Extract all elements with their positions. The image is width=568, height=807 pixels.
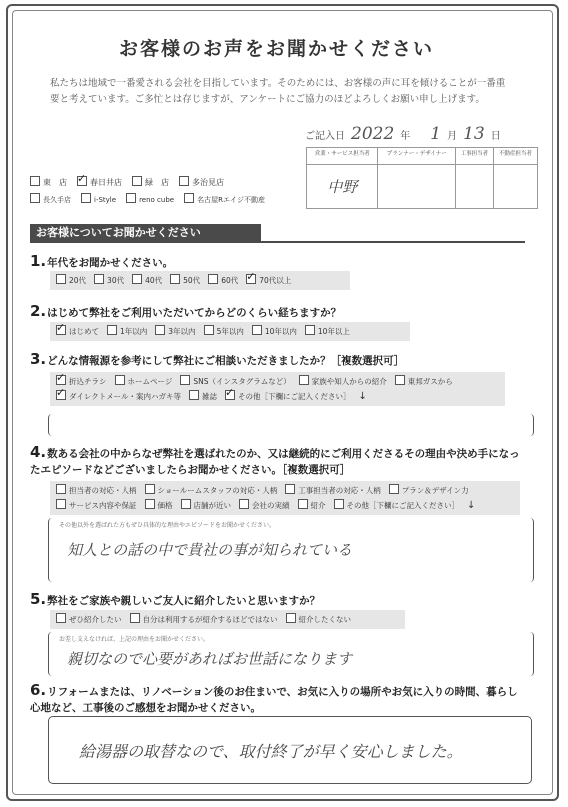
store-option[interactable] — [30, 176, 67, 188]
option-label: その他［下欄にご記入ください］ — [237, 392, 351, 401]
age-option[interactable] — [246, 274, 291, 287]
checkbox-icon[interactable] — [145, 484, 155, 494]
q1-options — [50, 271, 350, 290]
checkbox-icon[interactable] — [299, 375, 309, 385]
store-option[interactable] — [126, 193, 174, 205]
option-label: ホームページ — [127, 377, 173, 386]
checkbox-icon[interactable] — [285, 484, 295, 494]
staff-construction-cell[interactable] — [456, 165, 494, 209]
checkbox-icon[interactable] — [334, 499, 344, 509]
option-label: 店舗が近い — [193, 501, 231, 510]
date-field — [305, 124, 501, 144]
period-option[interactable] — [155, 325, 195, 338]
checkbox-icon[interactable] — [81, 193, 91, 203]
store-label: 緑 店 — [145, 178, 169, 187]
store-label: 東 店 — [43, 178, 67, 187]
question-4 — [30, 444, 530, 478]
checkbox-icon[interactable] — [30, 193, 40, 203]
q4-answer: 知人との話の中で貴社の事が知られている — [67, 541, 353, 559]
checkbox-icon[interactable] — [56, 613, 66, 623]
checkbox-icon[interactable] — [181, 499, 191, 509]
store-label: 春日井店 — [90, 178, 122, 187]
checkbox-icon[interactable] — [395, 375, 405, 385]
checkbox-icon[interactable] — [184, 193, 194, 203]
checkbox-icon[interactable] — [145, 499, 155, 509]
option-label: 60代 — [221, 276, 239, 285]
option-label: 30代 — [107, 276, 125, 285]
reason-option[interactable] — [181, 499, 232, 512]
store-option[interactable] — [81, 193, 116, 205]
checkbox-checked-icon[interactable] — [246, 274, 256, 284]
page-title: お客様のお声をお聞かせください — [118, 38, 434, 60]
option-label: 家族や知人からの紹介 — [311, 377, 387, 386]
staff-planner-cell[interactable] — [378, 165, 456, 209]
recommend-option[interactable] — [286, 613, 352, 626]
staff-header-planner: プランナー・デザイナー — [378, 148, 456, 165]
checkbox-icon[interactable] — [204, 325, 214, 335]
reason-option[interactable] — [285, 484, 381, 497]
question-3 — [30, 350, 404, 368]
staff-sales-cell[interactable] — [307, 165, 378, 209]
option-label: 5年以内 — [216, 327, 244, 336]
source-option[interactable] — [189, 390, 217, 403]
store-option[interactable] — [184, 193, 265, 205]
checkbox-icon[interactable] — [170, 274, 180, 284]
checkbox-checked-icon[interactable] — [56, 375, 66, 385]
q3-answer-box[interactable] — [48, 414, 534, 436]
question-number: 3. — [30, 350, 47, 368]
checkbox-icon[interactable] — [115, 375, 125, 385]
option-label: 70代以上 — [259, 276, 292, 285]
option-label: その他［下欄にご記入ください］ — [346, 501, 459, 510]
section-header: お客様についてお聞かせください — [30, 224, 261, 242]
option-label: サービス内容や保証 — [69, 501, 137, 510]
reason-option[interactable] — [389, 484, 469, 497]
section-divider — [30, 241, 525, 243]
q4-options — [50, 481, 520, 515]
source-option[interactable] — [56, 390, 181, 403]
question-number: 5. — [30, 590, 47, 608]
reason-option[interactable] — [145, 499, 173, 512]
option-label: 価格 — [157, 501, 173, 510]
option-label: 20代 — [69, 276, 87, 285]
option-label: 担当者の対応・人柄 — [69, 486, 137, 495]
checkbox-icon[interactable] — [239, 499, 249, 509]
checkbox-checked-icon[interactable] — [225, 390, 235, 400]
checkbox-icon[interactable] — [189, 390, 199, 400]
option-label: ぜひ紹介したい — [69, 615, 122, 624]
question-text: 年代をお聞かせください。 — [47, 257, 174, 269]
option-label: 紹介したくない — [298, 615, 351, 624]
checkbox-icon[interactable] — [389, 484, 399, 494]
checkbox-icon[interactable] — [130, 613, 140, 623]
date-day[interactable]: 13 — [463, 124, 485, 144]
reason-option[interactable] — [334, 499, 460, 512]
question-text: 数ある会社の中からなぜ弊社を選ばれたのか、又は継続的にご利用くださるその理由や決め手になったエピソードなどございましたらお聞かせください。［複数選択可］ — [30, 448, 520, 476]
option-label: 折込チラシ — [69, 377, 107, 386]
checkbox-checked-icon[interactable] — [56, 390, 66, 400]
checkbox-icon[interactable] — [252, 325, 262, 335]
reason-option[interactable] — [56, 499, 137, 512]
store-checklist — [30, 176, 300, 210]
date-day-unit: 日 — [490, 131, 501, 142]
option-label: 工事担当者の対応・人柄 — [298, 486, 381, 495]
date-label: ご記入日 — [305, 131, 345, 142]
option-label: 40代 — [145, 276, 163, 285]
store-label: 多治見店 — [192, 178, 224, 187]
recommend-option[interactable] — [56, 613, 122, 626]
question-number: 1. — [30, 252, 47, 270]
age-option[interactable] — [132, 274, 162, 287]
source-option[interactable] — [225, 390, 351, 403]
checkbox-checked-icon[interactable] — [77, 176, 87, 186]
arrow-down-icon: ↓ — [467, 500, 476, 511]
question-number: 4. — [30, 443, 47, 461]
checkbox-checked-icon[interactable] — [56, 325, 66, 335]
q4-note: その他以外を選ばれた方もぜひ具体的な理由やエピソードをお聞かせください。 — [59, 522, 276, 529]
arrow-down-icon: ↓ — [358, 391, 367, 402]
option-label: SNS（インスタグラムなど） — [193, 377, 291, 386]
checkbox-icon[interactable] — [56, 274, 66, 284]
period-option[interactable] — [56, 325, 99, 338]
reason-option[interactable] — [298, 499, 326, 512]
checkbox-icon[interactable] — [180, 375, 190, 385]
checkbox-icon[interactable] — [56, 499, 66, 509]
staff-sales-name: 中野 — [327, 178, 358, 196]
checkbox-icon[interactable] — [305, 325, 315, 335]
option-label: 10年以上 — [317, 327, 350, 336]
q5-answer-box[interactable] — [48, 632, 534, 676]
checkbox-icon[interactable] — [298, 499, 308, 509]
checkbox-icon[interactable] — [155, 325, 165, 335]
reason-option[interactable] — [239, 499, 290, 512]
checkbox-icon[interactable] — [132, 176, 142, 186]
staff-header-construction: 工事担当者 — [456, 148, 494, 165]
source-option[interactable] — [180, 375, 290, 388]
date-year[interactable]: 2022 — [351, 124, 395, 144]
question-text: どんな情報源を参考にして弊社にご相談いただきましたか？［複数選択可］ — [47, 355, 405, 367]
source-option[interactable] — [299, 375, 387, 388]
checkbox-icon[interactable] — [107, 325, 117, 335]
staff-realestate-cell[interactable] — [493, 165, 537, 209]
option-label: 紹介 — [310, 501, 326, 510]
question-number: 2. — [30, 302, 47, 320]
q5-answer: 親切なので心要があればお世話になります — [67, 650, 353, 668]
option-label: 自分は利用するが紹介するほどではない — [142, 615, 278, 624]
checkbox-icon[interactable] — [126, 193, 136, 203]
question-text: リフォームまたは、リノベーション後のお住まいで、お気に入りの場所やお気に入りの時間、暮らし心地など、工事後のご感想をお聞かせください。 — [30, 686, 518, 714]
q5-options — [50, 610, 405, 629]
staff-header-realestate: 不動産担当者 — [493, 148, 537, 165]
date-year-unit: 年 — [400, 131, 411, 142]
store-label: i-Style — [94, 196, 117, 204]
age-option[interactable] — [208, 274, 238, 287]
question-5 — [30, 590, 320, 608]
store-option[interactable] — [179, 176, 224, 188]
option-label: 10年以内 — [264, 327, 297, 336]
store-label: 長久手店 — [43, 196, 71, 204]
staff-table — [306, 147, 538, 209]
reason-option[interactable] — [56, 484, 137, 497]
q6-answer-box[interactable] — [48, 716, 532, 784]
checkbox-icon[interactable] — [132, 274, 142, 284]
source-option[interactable] — [115, 375, 173, 388]
checkbox-icon[interactable] — [94, 274, 104, 284]
checkbox-icon[interactable] — [286, 613, 296, 623]
intro-text: 私たちは地域で一番愛される会社を目指しています。そのためには、お客様の声に耳を傾けることが一番重要と考えています。ご多忙とは存じますが、アンケートにご協力のほどよろしくお願い申し上げます。 — [50, 78, 506, 105]
option-label: 東邦ガスから — [407, 377, 453, 386]
date-month-unit: 月 — [447, 131, 458, 142]
checkbox-icon[interactable] — [179, 176, 189, 186]
question-1 — [30, 252, 173, 270]
store-label: 名古屋Rエイジ不動産 — [197, 196, 265, 204]
q2-options — [50, 322, 410, 341]
option-label: ショールームスタッフの対応・人柄 — [157, 486, 278, 495]
option-label: 1年以内 — [120, 327, 148, 336]
q4-answer-box[interactable] — [48, 518, 534, 582]
question-2 — [30, 302, 341, 320]
source-option[interactable] — [395, 375, 453, 388]
checkbox-icon[interactable] — [30, 176, 40, 186]
period-option[interactable] — [204, 325, 244, 338]
age-option[interactable] — [94, 274, 124, 287]
reason-option[interactable] — [145, 484, 278, 497]
q5-note: お差し支えなければ、上記の理由をお聞かせください。 — [59, 636, 210, 643]
q6-answer: 給湯器の取替なので、取付終了が早く安心しました。 — [79, 742, 463, 761]
option-label: ダイレクトメール・案内ハガキ等 — [69, 392, 181, 401]
option-label: 雑誌 — [201, 392, 217, 401]
q3-options — [50, 372, 505, 406]
option-label: 50代 — [183, 276, 201, 285]
question-text: 弊社をご家族や親しいご友人に紹介したいと思いますか？ — [47, 595, 321, 607]
date-month[interactable]: 1 — [430, 124, 442, 144]
option-label: プラン＆デザイン力 — [401, 486, 469, 495]
store-option[interactable] — [77, 176, 122, 188]
period-option[interactable] — [107, 325, 147, 338]
period-option[interactable] — [252, 325, 297, 338]
period-option[interactable] — [305, 325, 350, 338]
option-label: はじめて — [69, 327, 99, 336]
store-label: reno cube — [139, 196, 175, 204]
age-option[interactable] — [56, 274, 86, 287]
question-6 — [30, 682, 520, 716]
recommend-option[interactable] — [130, 613, 278, 626]
option-label: 会社の実績 — [252, 501, 290, 510]
option-label: 3年以内 — [168, 327, 196, 336]
store-option[interactable] — [30, 193, 71, 205]
question-text: はじめて弊社をご利用いただいてからどのくらい経ちますか？ — [47, 307, 342, 319]
question-number: 6. — [30, 681, 47, 699]
checkbox-icon[interactable] — [56, 484, 66, 494]
staff-header-sales: 営業・サービス担当者 — [307, 148, 378, 165]
checkbox-icon[interactable] — [208, 274, 218, 284]
age-option[interactable] — [170, 274, 200, 287]
store-option[interactable] — [132, 176, 169, 188]
